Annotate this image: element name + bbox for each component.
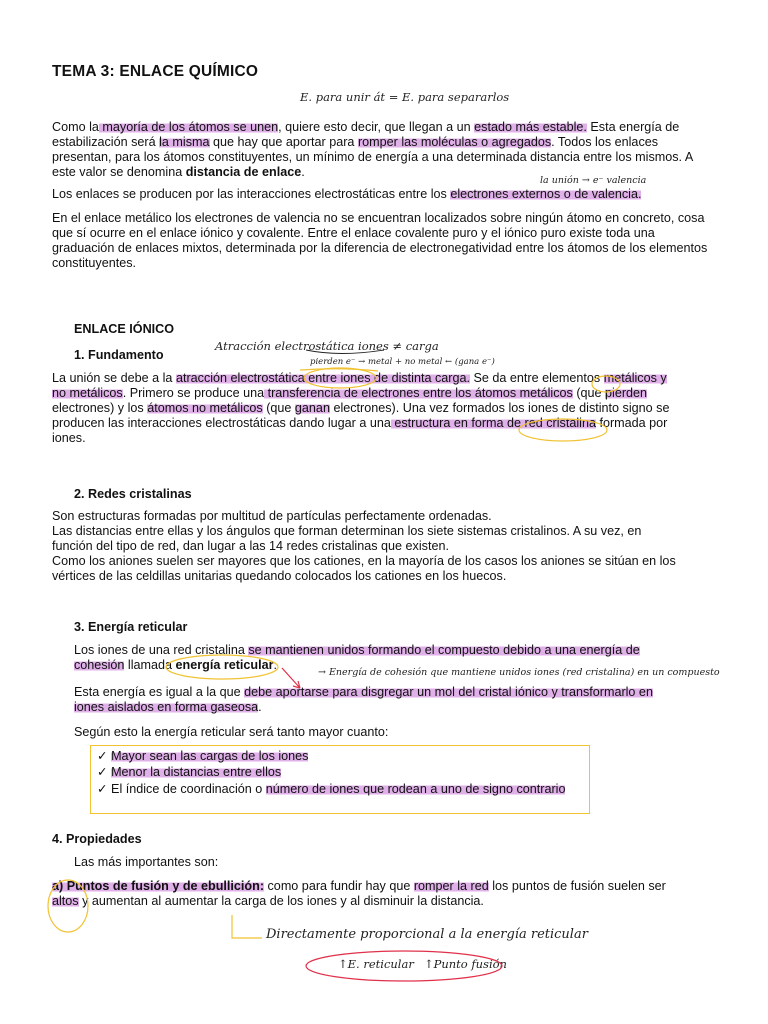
highlight: Menor la distancias entre ellos xyxy=(111,765,282,779)
list-item: ✓ Mayor sean las cargas de los iones xyxy=(97,749,309,763)
highlight: átomos no metálicos xyxy=(147,401,263,415)
ionic-paragraph-2: Son estructuras formadas por multitud de partículas perfectamente ordenadas. Las distancias entre ellas y los ángulos que forman determinan los siete sistemas cristalinos. A su vez, en función del tipo de red, dan lugar a las 14 redes cristalinas que existen. Como los aniones suelen ser mayores que los cationes, en la mayoría de los casos los aniones se sitúan en los vértices de las celdillas unitarias quedando colocados los cationes en los huecos. xyxy=(52,509,676,583)
handwritten-note-attraction: Atracción electrostática iones ≠ carga xyxy=(215,339,439,353)
handwritten-note-proportional: Directamente proporcional a la energía reticular xyxy=(266,927,588,942)
highlight: pierden xyxy=(605,386,648,400)
highlight: la misma xyxy=(159,135,210,149)
ionic-paragraph-7: a) Puntos de fusión y de ebullición: como para fundir hay que romper la red los puntos de fusión suelen ser altos y aumentan al aumentar la carga de los iones y al disminuir la distancia. xyxy=(52,879,666,908)
page-title: TEMA 3: ENLACE QUÍMICO xyxy=(52,63,259,80)
handwritten-note-lattice: → Energía de cohesión que mantiene unidos iones (red cristalina) en un compuesto xyxy=(318,667,720,678)
highlight: romper las moléculas o agregados xyxy=(357,135,552,149)
highlight: cohesión xyxy=(74,658,125,672)
highlight: electrones externos o de valencia. xyxy=(450,187,642,201)
list-item: ✓ Menor la distancias entre ellos xyxy=(97,765,282,779)
conditions-box xyxy=(90,745,590,814)
highlight: no metálicos xyxy=(52,386,123,400)
term-bold: distancia de enlace xyxy=(185,165,302,179)
handwritten-note-energy: E. para unir át = E. para separarlos xyxy=(300,90,510,104)
section-heading-ionic: ENLACE IÓNICO xyxy=(74,322,175,336)
handwritten-note-fusion: ↑Punto fusión xyxy=(424,957,507,971)
highlight: debe aportarse para disgregar un mol del cristal iónico y transformarlo en xyxy=(244,685,653,699)
intro-paragraph-2: Los enlaces se producen por las interacciones electrostáticas entre los electrones externos o de valencia. xyxy=(52,187,642,201)
intro-paragraph-3: En el enlace metálico los electrones de valencia no se encuentran localizados sobre ningún átomo en concreto, cosa que sí ocurre en el enlace iónico y covalente. Entre el enlace covalente puro y el iónico puro existe toda una graduación de enlaces mixtos, determinada por la diferencia de electronegatividad entre los átomos de los elementos constituyentes. xyxy=(52,211,708,270)
highlight: Mayor sean las cargas de los iones xyxy=(111,749,309,763)
highlight: atracción electrostática entre iones de distinta carga. xyxy=(175,371,470,385)
highlight: se mantienen unidos formando el compuesto debido a una energía de xyxy=(248,643,640,657)
intro-paragraph-1: Como la mayoría de los átomos se unen, quiere esto decir, que llegan a un estado más estable. Esta energía de estabilización será la misma que hay que aportar para romper las moléculas o agregados. Todos los enlaces presentan, para los átomos constituyentes, un mínimo de energía a una determinada distancia entre los mismos. A este valor se denomina distancia de enlace. xyxy=(52,120,694,179)
highlight: altos xyxy=(52,894,79,908)
handwritten-note-metal: pierden e⁻ → metal + no metal ← (gana e⁻) xyxy=(310,357,495,367)
highlight: estado más estable. xyxy=(474,120,587,134)
list-item: ✓ El índice de coordinación o número de iones que rodean a uno de signo contrario xyxy=(97,782,566,796)
bracket-line xyxy=(232,915,262,938)
handwritten-note-valence: la unión → e⁻ valencia xyxy=(540,175,647,186)
highlight: metálicos y xyxy=(603,371,667,385)
term-bold: energía reticular xyxy=(175,658,274,672)
highlight: ganan xyxy=(294,401,330,415)
highlight: iones aislados en forma gaseosa xyxy=(74,700,259,714)
ionic-paragraph-5: Según esto la energía reticular será tanto mayor cuanto: xyxy=(74,725,389,739)
highlight: número de iones que rodean a uno de signo contrario xyxy=(265,782,566,796)
ionic-paragraph-6: Las más importantes son: xyxy=(74,855,219,869)
subsection-redes: 2. Redes cristalinas xyxy=(74,487,192,501)
subsection-energia: 3. Energía reticular xyxy=(74,620,188,634)
ionic-paragraph-4: Esta energía es igual a la que debe aportarse para disgregar un mol del cristal iónico y transformarlo en iones aislados en forma gaseosa. xyxy=(74,685,653,714)
ionic-paragraph-3: Los iones de una red cristalina se mantienen unidos formando el compuesto debido a una energía de cohesión llamada energía reticular. xyxy=(74,643,640,672)
subsection-propiedades: 4. Propiedades xyxy=(52,832,142,846)
ionic-paragraph-1: La unión se debe a la atracción electrostática entre iones de distinta carga. Se da entre elementos metálicos y no metálicos. Primero se produce una transferencia de electrones entre los átomos metálicos (que pierden electrones) y los átomos no metálicos (que ganan electrones). Una vez formados los iones de distinto signo se producen las interacciones electrostáticas dando lugar a una estructura en forma de red cristalina formada por iones. xyxy=(52,371,670,445)
subsection-fundamento: 1. Fundamento xyxy=(74,348,164,362)
highlight: romper la red xyxy=(413,879,489,893)
handwritten-note-reticular: ↑E. reticular xyxy=(338,957,414,971)
highlight: mayoría de los átomos se unen xyxy=(98,120,279,134)
highlight: a) Puntos de fusión y de ebullición: xyxy=(52,879,265,893)
highlight: estructura en forma de red cristalina xyxy=(390,416,596,430)
highlight: transferencia de electrones entre los xyxy=(264,386,475,400)
highlight: átomos metálicos xyxy=(474,386,573,400)
